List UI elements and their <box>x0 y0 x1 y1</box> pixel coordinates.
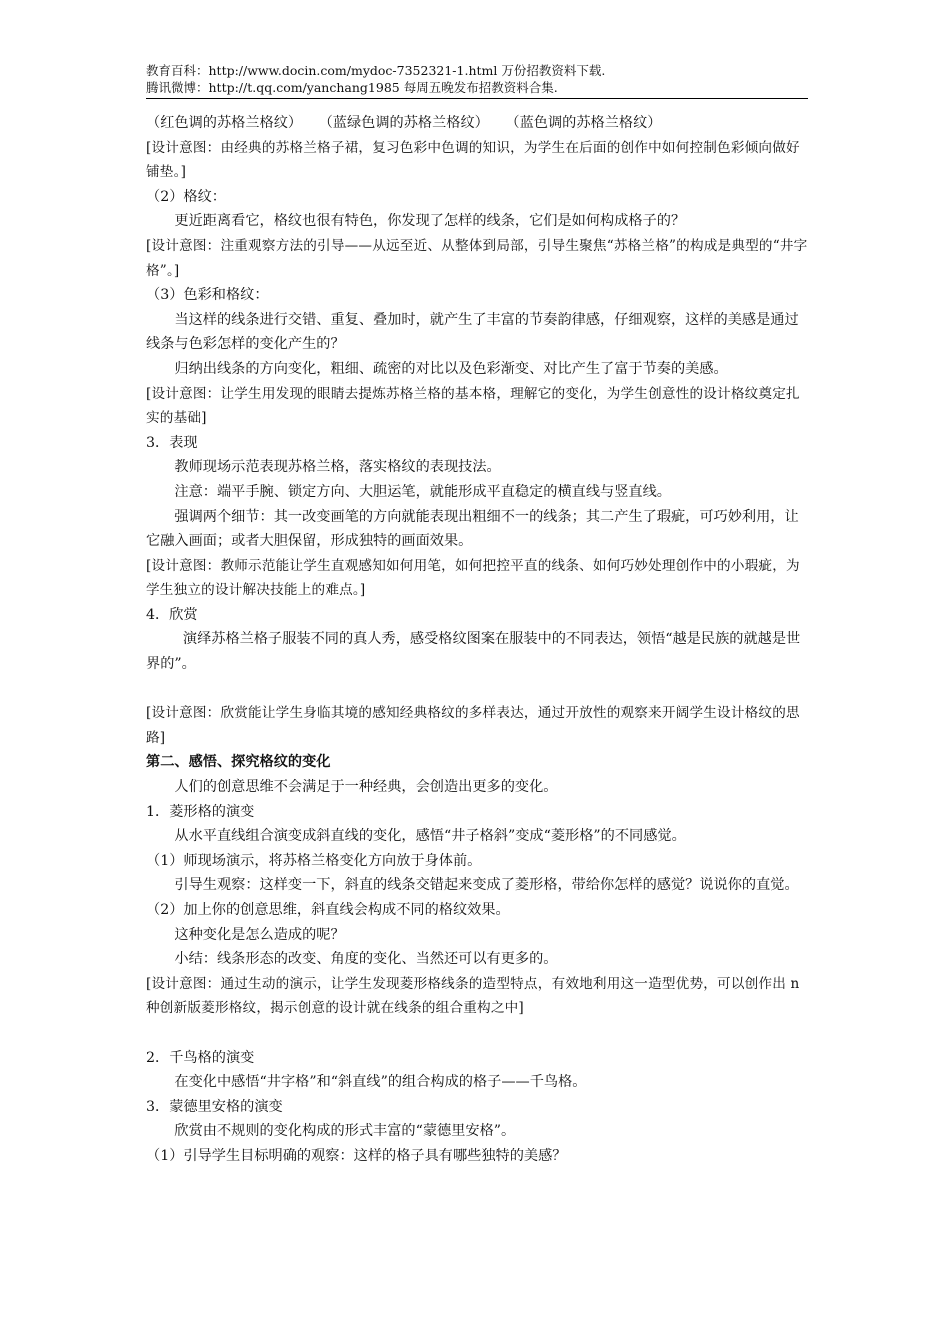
paragraph: 当这样的线条进行交错、重复、叠加时，就产生了丰富的节奏韵律感，仔细观察，这样的美感是通过线条与色彩怎样的变化产生的？ <box>146 311 799 353</box>
paragraph: 这种变化是怎么造成的呢？ <box>174 926 345 943</box>
paragraph: （3）色彩和格纹： <box>146 287 269 304</box>
paragraph: 人们的创意思维不会满足于一种经典，会创造出更多的变化。 <box>174 779 558 796</box>
section-heading: 第二、感悟、探究格纹的变化 <box>146 754 331 771</box>
paragraph: 注意：端平手腕、锁定方向、大胆运笔，就能形成平直稳定的横直线与竖直线。 <box>174 483 671 500</box>
paragraph: 从水平直线组合演变成斜直线的变化，感悟“井子格斜”变成“菱形格”的不同感觉。 <box>174 828 686 845</box>
content-blocks <box>146 136 808 1169</box>
paragraph: 3．蒙德里安格的演变 <box>146 1098 283 1115</box>
caption-blue-tartan: （蓝色调的苏格兰格纹） <box>505 115 662 131</box>
paragraph: （1）师现场演示，将苏格兰格变化方向放于身体前。 <box>146 852 482 869</box>
paragraph: 演绎苏格兰格子服装不同的真人秀，感受格纹图案在服装中的不同表达，领悟“越是民族的就越是世界的”。 <box>146 631 801 673</box>
blank-line <box>146 677 808 702</box>
design-intent-note: [设计意图：通过生动的演示，让学生发现菱形格线条的造型特点，有效地利用这一造型优势，可以创作出 n 种创新版菱形格纹，揭示创意的设计就在线条的组合重构之中] <box>146 975 800 1017</box>
paragraph: 更近距离看它，格纹也很有特色，你发现了怎样的线条，它们是如何构成格子的？ <box>174 213 686 230</box>
design-intent-note: [设计意图：教师示范能让学生直观感知如何用笔，如何把控平直的线条、如何巧妙处理创作中的小瑕疵，为学生独立的设计解决技能上的难点。] <box>146 557 800 599</box>
paragraph: 2．千鸟格的演变 <box>146 1049 255 1066</box>
page-header <box>146 62 808 96</box>
paragraph: 归纳出线条的方向变化，粗细、疏密的对比以及色彩渐变、对比产生了富于节奏的美感。 <box>174 360 728 377</box>
paragraph: 3．表现 <box>146 434 198 451</box>
paragraph: 教师现场示范表现苏格兰格，落实格纹的表现技法。 <box>174 459 501 476</box>
paragraph: 强调两个细节：其一改变画笔的方向就能表现出粗细不一的线条；其二产生了瑕疵，可巧妙利用，让它融入画面；或者大胆保留，形成独特的画面效果。 <box>146 508 799 550</box>
header-line-2: 腾讯微博：http://t.qq.com/yanchang1985 每周五晚发布招教资料合集. <box>146 80 558 95</box>
caption-teal-tartan: （蓝绿色调的苏格兰格纹） <box>318 115 489 131</box>
document-page <box>146 62 808 1169</box>
paragraph: 4．欣赏 <box>146 606 198 623</box>
paragraph: 在变化中感悟“井字格”和“斜直线”的组合构成的格子——千鸟格。 <box>174 1074 587 1091</box>
blank-line <box>146 1021 808 1046</box>
paragraph: （2）格纹： <box>146 188 226 205</box>
design-intent-note: [设计意图：注重观察方法的引导——从远至近、从整体到局部，引导生聚焦“苏格兰格”的构成是典型的“井字格”。] <box>146 237 808 279</box>
document-body <box>146 111 808 1169</box>
design-intent-note: [设计意图：欣赏能让学生身临其境的感知经典格纹的多样表达，通过开放性的观察来开阔学生设计格纹的思路] <box>146 705 800 746</box>
paragraph: 引导生观察：这样变一下，斜直的线条交错起来变成了菱形格，带给你怎样的感觉？说说你的直觉。 <box>174 877 799 894</box>
paragraph: （2）加上你的创意思维，斜直线会构成不同的格纹效果。 <box>146 902 510 918</box>
paragraph: 欣赏由不规则的变化构成的形式丰富的“蒙德里安格”。 <box>174 1123 516 1140</box>
paragraph: 小结：线条形态的改变、角度的变化、当然还可以有更多的。 <box>174 951 558 968</box>
caption-red-tartan: （红色调的苏格兰格纹） <box>146 115 303 131</box>
image-captions <box>146 111 808 136</box>
paragraph: 1．菱形格的演变 <box>146 803 255 820</box>
header-rule <box>146 98 808 99</box>
header-line-1: 教育百科：http://www.docin.com/mydoc-7352321-1.html 万份招教资料下载. <box>146 63 606 78</box>
paragraph: （1）引导学生目标明确的观察：这样的格子具有哪些独特的美感？ <box>146 1147 567 1164</box>
design-intent-note: [设计意图：让学生用发现的眼睛去提炼苏格兰格的基本格，理解它的变化，为学生创意性的设计格纹奠定扎实的基础] <box>146 385 800 427</box>
design-intent-note: [设计意图：由经典的苏格兰格子裙，复习色彩中色调的知识，为学生在后面的创作中如何控制色彩倾向做好铺垫。] <box>146 139 800 181</box>
